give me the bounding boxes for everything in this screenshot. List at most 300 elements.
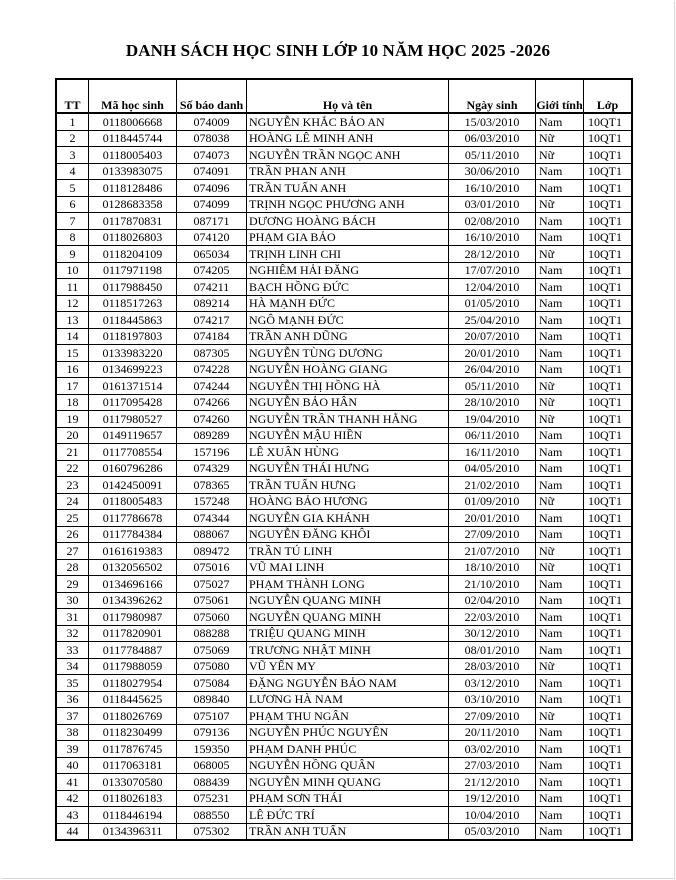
cell-full-name: NGUYỄN PHÚC NGUYÊN (247, 724, 449, 741)
cell-date-of-birth: 05/11/2010 (449, 147, 536, 164)
cell-gender: Nam (536, 427, 584, 444)
cell-date-of-birth: 12/04/2010 (449, 279, 536, 296)
cell-date-of-birth: 27/09/2010 (449, 526, 536, 543)
cell-tt: 40 (56, 757, 89, 774)
cell-class: 10QT1 (584, 262, 633, 279)
table-row (56, 625, 632, 642)
table-row (56, 609, 632, 626)
cell-tt: 39 (56, 741, 89, 758)
cell-full-name: NGUYỄN ĐĂNG KHÔI (247, 526, 449, 543)
cell-candidate-number: 159350 (177, 741, 247, 758)
cell-class: 10QT1 (584, 708, 633, 725)
table-row (56, 427, 632, 444)
cell-candidate-number: 087171 (177, 213, 247, 230)
cell-gender: Nữ (536, 147, 584, 164)
cell-full-name: LÊ ĐỨC TRÍ (247, 807, 449, 824)
cell-full-name: TRẦN TUẤN ANH (247, 180, 449, 197)
cell-candidate-number: 075060 (177, 609, 247, 626)
cell-tt: 25 (56, 510, 89, 527)
cell-date-of-birth: 01/09/2010 (449, 493, 536, 510)
cell-tt: 26 (56, 526, 89, 543)
cell-full-name: NGUYỄN KHẮC BẢO AN (247, 113, 449, 130)
cell-gender: Nam (536, 576, 584, 593)
table-row (56, 361, 632, 378)
cell-candidate-number: 074211 (177, 279, 247, 296)
table-row (56, 444, 632, 461)
table-row (56, 757, 632, 774)
cell-gender: Nam (536, 279, 584, 296)
cell-student-code: 0132056502 (89, 559, 177, 576)
cell-full-name: NGHIÊM HẢI ĐĂNG (247, 262, 449, 279)
table-row (56, 378, 632, 395)
cell-tt: 15 (56, 345, 89, 362)
cell-date-of-birth: 20/07/2010 (449, 328, 536, 345)
cell-class: 10QT1 (584, 774, 633, 791)
table-row (56, 295, 632, 312)
cell-tt: 23 (56, 477, 89, 494)
cell-gender: Nữ (536, 130, 584, 147)
cell-student-code: 0118230499 (89, 724, 177, 741)
cell-gender: Nam (536, 444, 584, 461)
cell-student-code: 0133983075 (89, 163, 177, 180)
page-title: DANH SÁCH HỌC SINH LỚP 10 NĂM HỌC 2025 -2026 (125, 41, 551, 60)
cell-full-name: TRIỆU QUANG MINH (247, 625, 449, 642)
student-list-table (55, 78, 633, 841)
cell-tt: 14 (56, 328, 89, 345)
cell-class: 10QT1 (584, 510, 633, 527)
cell-gender: Nam (536, 823, 584, 840)
cell-date-of-birth: 03/01/2010 (449, 196, 536, 213)
cell-candidate-number: 065034 (177, 246, 247, 263)
cell-student-code: 0117988450 (89, 279, 177, 296)
cell-gender: Nữ (536, 493, 584, 510)
cell-date-of-birth: 15/03/2010 (449, 113, 536, 130)
cell-full-name: NGUYỄN MẬU HIỀN (247, 427, 449, 444)
cell-date-of-birth: 16/11/2010 (449, 444, 536, 461)
cell-date-of-birth: 30/06/2010 (449, 163, 536, 180)
cell-gender: Nam (536, 642, 584, 659)
cell-student-code: 0117095428 (89, 394, 177, 411)
cell-candidate-number: 075016 (177, 559, 247, 576)
cell-student-code: 0161619383 (89, 543, 177, 560)
cell-candidate-number: 074091 (177, 163, 247, 180)
header-class: Lớp (584, 79, 633, 113)
table-row (56, 163, 632, 180)
cell-gender: Nam (536, 774, 584, 791)
cell-full-name: TRẦN TUẤN HƯNG (247, 477, 449, 494)
cell-full-name: HOÀNG BẢO HƯƠNG (247, 493, 449, 510)
cell-full-name: TRỊNH LINH CHI (247, 246, 449, 263)
cell-candidate-number: 074009 (177, 113, 247, 130)
cell-date-of-birth: 21/07/2010 (449, 543, 536, 560)
cell-full-name: PHẠM SƠN THÁI (247, 790, 449, 807)
cell-candidate-number: 089214 (177, 295, 247, 312)
cell-date-of-birth: 16/10/2010 (449, 229, 536, 246)
table-row (56, 196, 632, 213)
table-row (56, 180, 632, 197)
table-row (56, 113, 632, 130)
header-gender-label: Giới tính (536, 98, 583, 112)
header-candidate-number: Số báo danh (177, 79, 247, 113)
cell-candidate-number: 074184 (177, 328, 247, 345)
cell-date-of-birth: 02/08/2010 (449, 213, 536, 230)
cell-date-of-birth: 06/03/2010 (449, 130, 536, 147)
cell-candidate-number: 075069 (177, 642, 247, 659)
table-row (56, 213, 632, 230)
cell-full-name: VŨ YẾN MY (247, 658, 449, 675)
cell-class: 10QT1 (584, 163, 633, 180)
table-body (56, 113, 632, 840)
cell-class: 10QT1 (584, 642, 633, 659)
cell-gender: Nam (536, 790, 584, 807)
cell-gender: Nam (536, 526, 584, 543)
cell-gender: Nữ (536, 708, 584, 725)
cell-student-code: 0128683358 (89, 196, 177, 213)
cell-student-code: 0161371514 (89, 378, 177, 395)
cell-tt: 4 (56, 163, 89, 180)
table-row (56, 741, 632, 758)
cell-student-code: 0142450091 (89, 477, 177, 494)
cell-class: 10QT1 (584, 427, 633, 444)
cell-student-code: 0118445744 (89, 130, 177, 147)
cell-class: 10QT1 (584, 493, 633, 510)
cell-candidate-number: 075302 (177, 823, 247, 840)
cell-full-name: LÊ XUÂN HÙNG (247, 444, 449, 461)
table-row (56, 559, 632, 576)
cell-tt: 35 (56, 675, 89, 692)
cell-tt: 32 (56, 625, 89, 642)
cell-tt: 3 (56, 147, 89, 164)
cell-full-name: NGUYỄN HỒNG QUÂN (247, 757, 449, 774)
cell-class: 10QT1 (584, 741, 633, 758)
cell-student-code: 0117063181 (89, 757, 177, 774)
cell-date-of-birth: 25/04/2010 (449, 312, 536, 329)
cell-full-name: HÀ MẠNH ĐỨC (247, 295, 449, 312)
header-date-of-birth: Ngày sinh (449, 79, 536, 113)
cell-gender: Nam (536, 262, 584, 279)
cell-tt: 37 (56, 708, 89, 725)
cell-gender: Nữ (536, 378, 584, 395)
cell-tt: 9 (56, 246, 89, 263)
cell-candidate-number: 088067 (177, 526, 247, 543)
cell-date-of-birth: 21/12/2010 (449, 774, 536, 791)
cell-class: 10QT1 (584, 625, 633, 642)
cell-student-code: 0118026803 (89, 229, 177, 246)
cell-gender: Nữ (536, 559, 584, 576)
cell-class: 10QT1 (584, 658, 633, 675)
cell-class: 10QT1 (584, 592, 633, 609)
table-row (56, 394, 632, 411)
cell-gender: Nữ (536, 246, 584, 263)
cell-student-code: 0117980987 (89, 609, 177, 626)
cell-date-of-birth: 20/11/2010 (449, 724, 536, 741)
cell-student-code: 0118005403 (89, 147, 177, 164)
cell-full-name: PHẠM THU NGÂN (247, 708, 449, 725)
cell-gender: Nam (536, 312, 584, 329)
cell-gender: Nam (536, 295, 584, 312)
cell-class: 10QT1 (584, 345, 633, 362)
cell-candidate-number: 074217 (177, 312, 247, 329)
cell-candidate-number: 075061 (177, 592, 247, 609)
cell-class: 10QT1 (584, 378, 633, 395)
cell-tt: 22 (56, 460, 89, 477)
cell-tt: 2 (56, 130, 89, 147)
cell-class: 10QT1 (584, 328, 633, 345)
cell-date-of-birth: 19/04/2010 (449, 411, 536, 428)
cell-date-of-birth: 22/03/2010 (449, 609, 536, 626)
cell-tt: 12 (56, 295, 89, 312)
cell-full-name: TRẦN ANH DŨNG (247, 328, 449, 345)
cell-class: 10QT1 (584, 213, 633, 230)
cell-full-name: LƯƠNG HÀ NAM (247, 691, 449, 708)
cell-full-name: PHẠM THÀNH LONG (247, 576, 449, 593)
cell-full-name: NGUYỄN GIA KHÁNH (247, 510, 449, 527)
cell-student-code: 0134396311 (89, 823, 177, 840)
header-full-name: Họ và tên (247, 79, 449, 113)
cell-candidate-number: 079136 (177, 724, 247, 741)
cell-tt: 13 (56, 312, 89, 329)
cell-full-name: NGUYỄN TÙNG DƯƠNG (247, 345, 449, 362)
header-student-code: Mã học sinh (89, 79, 177, 113)
cell-student-code: 0134699223 (89, 361, 177, 378)
cell-candidate-number: 075107 (177, 708, 247, 725)
table-row (56, 642, 632, 659)
cell-candidate-number: 074120 (177, 229, 247, 246)
cell-candidate-number: 074329 (177, 460, 247, 477)
cell-student-code: 0117708554 (89, 444, 177, 461)
table-row (56, 658, 632, 675)
cell-class: 10QT1 (584, 576, 633, 593)
cell-student-code: 0118005483 (89, 493, 177, 510)
cell-candidate-number: 089289 (177, 427, 247, 444)
cell-gender: Nam (536, 625, 584, 642)
table-row (56, 460, 632, 477)
cell-student-code: 0118026183 (89, 790, 177, 807)
cell-tt: 44 (56, 823, 89, 840)
cell-class: 10QT1 (584, 460, 633, 477)
cell-gender: Nam (536, 361, 584, 378)
cell-full-name: NGUYỄN MINH QUANG (247, 774, 449, 791)
cell-date-of-birth: 27/03/2010 (449, 757, 536, 774)
cell-date-of-birth: 18/10/2010 (449, 559, 536, 576)
cell-candidate-number: 074099 (177, 196, 247, 213)
cell-tt: 20 (56, 427, 89, 444)
cell-candidate-number: 088439 (177, 774, 247, 791)
cell-gender: Nam (536, 328, 584, 345)
cell-gender: Nam (536, 675, 584, 692)
cell-gender: Nam (536, 609, 584, 626)
table-header-row (56, 79, 632, 113)
table-row (56, 279, 632, 296)
cell-candidate-number: 088288 (177, 625, 247, 642)
cell-tt: 42 (56, 790, 89, 807)
cell-gender: Nam (536, 180, 584, 197)
cell-tt: 28 (56, 559, 89, 576)
cell-gender: Nam (536, 592, 584, 609)
table-row (56, 411, 632, 428)
cell-student-code: 0118006668 (89, 113, 177, 130)
cell-class: 10QT1 (584, 394, 633, 411)
cell-candidate-number: 074205 (177, 262, 247, 279)
cell-class: 10QT1 (584, 444, 633, 461)
cell-class: 10QT1 (584, 807, 633, 824)
cell-full-name: PHẠM DANH PHÚC (247, 741, 449, 758)
cell-class: 10QT1 (584, 295, 633, 312)
cell-date-of-birth: 17/07/2010 (449, 262, 536, 279)
table-row (56, 477, 632, 494)
cell-tt: 21 (56, 444, 89, 461)
cell-student-code: 0118445625 (89, 691, 177, 708)
cell-full-name: TRẦN PHAN ANH (247, 163, 449, 180)
cell-date-of-birth: 27/09/2010 (449, 708, 536, 725)
cell-full-name: TRƯƠNG NHẬT MINH (247, 642, 449, 659)
cell-gender: Nữ (536, 196, 584, 213)
cell-tt: 10 (56, 262, 89, 279)
cell-date-of-birth: 10/04/2010 (449, 807, 536, 824)
cell-date-of-birth: 04/05/2010 (449, 460, 536, 477)
cell-candidate-number: 074244 (177, 378, 247, 395)
cell-class: 10QT1 (584, 312, 633, 329)
cell-full-name: DƯƠNG HOÀNG BÁCH (247, 213, 449, 230)
cell-class: 10QT1 (584, 724, 633, 741)
cell-class: 10QT1 (584, 526, 633, 543)
cell-tt: 41 (56, 774, 89, 791)
table-row (56, 526, 632, 543)
cell-student-code: 0133070580 (89, 774, 177, 791)
cell-full-name: NGUYỄN BẢO HÂN (247, 394, 449, 411)
cell-date-of-birth: 28/12/2010 (449, 246, 536, 263)
cell-candidate-number: 075027 (177, 576, 247, 593)
cell-class: 10QT1 (584, 279, 633, 296)
cell-class: 10QT1 (584, 246, 633, 263)
cell-date-of-birth: 16/10/2010 (449, 180, 536, 197)
table-row (56, 675, 632, 692)
cell-student-code: 0117980527 (89, 411, 177, 428)
cell-candidate-number: 074073 (177, 147, 247, 164)
cell-candidate-number: 075231 (177, 790, 247, 807)
cell-gender: Nữ (536, 394, 584, 411)
cell-student-code: 0117784384 (89, 526, 177, 543)
cell-gender: Nam (536, 229, 584, 246)
cell-gender: Nam (536, 213, 584, 230)
cell-student-code: 0118026769 (89, 708, 177, 725)
cell-gender: Nam (536, 724, 584, 741)
cell-gender: Nam (536, 477, 584, 494)
table-row (56, 691, 632, 708)
cell-candidate-number: 068005 (177, 757, 247, 774)
table-row (56, 823, 632, 840)
cell-student-code: 0118128486 (89, 180, 177, 197)
cell-date-of-birth: 03/02/2010 (449, 741, 536, 758)
cell-tt: 33 (56, 642, 89, 659)
table-row (56, 724, 632, 741)
cell-full-name: HOÀNG LÊ MINH ANH (247, 130, 449, 147)
cell-tt: 17 (56, 378, 89, 395)
cell-class: 10QT1 (584, 113, 633, 130)
table-row (56, 147, 632, 164)
cell-student-code: 0133983220 (89, 345, 177, 362)
table-row (56, 708, 632, 725)
cell-class: 10QT1 (584, 675, 633, 692)
cell-gender: Nữ (536, 658, 584, 675)
cell-tt: 18 (56, 394, 89, 411)
cell-gender: Nữ (536, 411, 584, 428)
cell-class: 10QT1 (584, 361, 633, 378)
cell-class: 10QT1 (584, 180, 633, 197)
cell-class: 10QT1 (584, 790, 633, 807)
cell-student-code: 0118446194 (89, 807, 177, 824)
cell-class: 10QT1 (584, 609, 633, 626)
cell-student-code: 0118204109 (89, 246, 177, 263)
cell-student-code: 0160796286 (89, 460, 177, 477)
cell-class: 10QT1 (584, 477, 633, 494)
cell-student-code: 0118197803 (89, 328, 177, 345)
cell-tt: 7 (56, 213, 89, 230)
cell-date-of-birth: 30/12/2010 (449, 625, 536, 642)
cell-tt: 36 (56, 691, 89, 708)
cell-full-name: NGUYỄN QUANG MINH (247, 592, 449, 609)
cell-gender: Nam (536, 691, 584, 708)
cell-class: 10QT1 (584, 691, 633, 708)
table-row (56, 543, 632, 560)
cell-student-code: 0118517263 (89, 295, 177, 312)
cell-student-code: 0117876745 (89, 741, 177, 758)
table-row (56, 246, 632, 263)
cell-gender: Nam (536, 113, 584, 130)
cell-student-code: 0117988059 (89, 658, 177, 675)
cell-class: 10QT1 (584, 757, 633, 774)
cell-full-name: NGUYỄN THỊ HỒNG HÀ (247, 378, 449, 395)
cell-student-code: 0149119657 (89, 427, 177, 444)
cell-candidate-number: 075080 (177, 658, 247, 675)
cell-tt: 1 (56, 113, 89, 130)
table-row (56, 790, 632, 807)
cell-tt: 43 (56, 807, 89, 824)
cell-candidate-number: 157248 (177, 493, 247, 510)
cell-date-of-birth: 19/12/2010 (449, 790, 536, 807)
cell-student-code: 0117820901 (89, 625, 177, 642)
cell-tt: 5 (56, 180, 89, 197)
cell-gender: Nam (536, 163, 584, 180)
cell-tt: 29 (56, 576, 89, 593)
cell-tt: 34 (56, 658, 89, 675)
cell-full-name: BẠCH HỒNG ĐỨC (247, 279, 449, 296)
cell-class: 10QT1 (584, 130, 633, 147)
cell-candidate-number: 088550 (177, 807, 247, 824)
cell-tt: 11 (56, 279, 89, 296)
cell-full-name: NGÔ MẠNH ĐỨC (247, 312, 449, 329)
cell-gender: Nam (536, 345, 584, 362)
cell-candidate-number: 089472 (177, 543, 247, 560)
cell-date-of-birth: 20/01/2010 (449, 510, 536, 527)
cell-date-of-birth: 20/01/2010 (449, 345, 536, 362)
cell-date-of-birth: 26/04/2010 (449, 361, 536, 378)
table-row (56, 345, 632, 362)
table-row (56, 774, 632, 791)
cell-candidate-number: 087305 (177, 345, 247, 362)
cell-date-of-birth: 28/10/2010 (449, 394, 536, 411)
cell-tt: 24 (56, 493, 89, 510)
cell-candidate-number: 074228 (177, 361, 247, 378)
cell-candidate-number: 089840 (177, 691, 247, 708)
table-row (56, 510, 632, 527)
cell-full-name: NGUYỄN QUANG MINH (247, 609, 449, 626)
cell-gender: Nam (536, 741, 584, 758)
cell-candidate-number: 074096 (177, 180, 247, 197)
table-row (56, 262, 632, 279)
header-tt: TT (56, 79, 89, 113)
cell-class: 10QT1 (584, 229, 633, 246)
